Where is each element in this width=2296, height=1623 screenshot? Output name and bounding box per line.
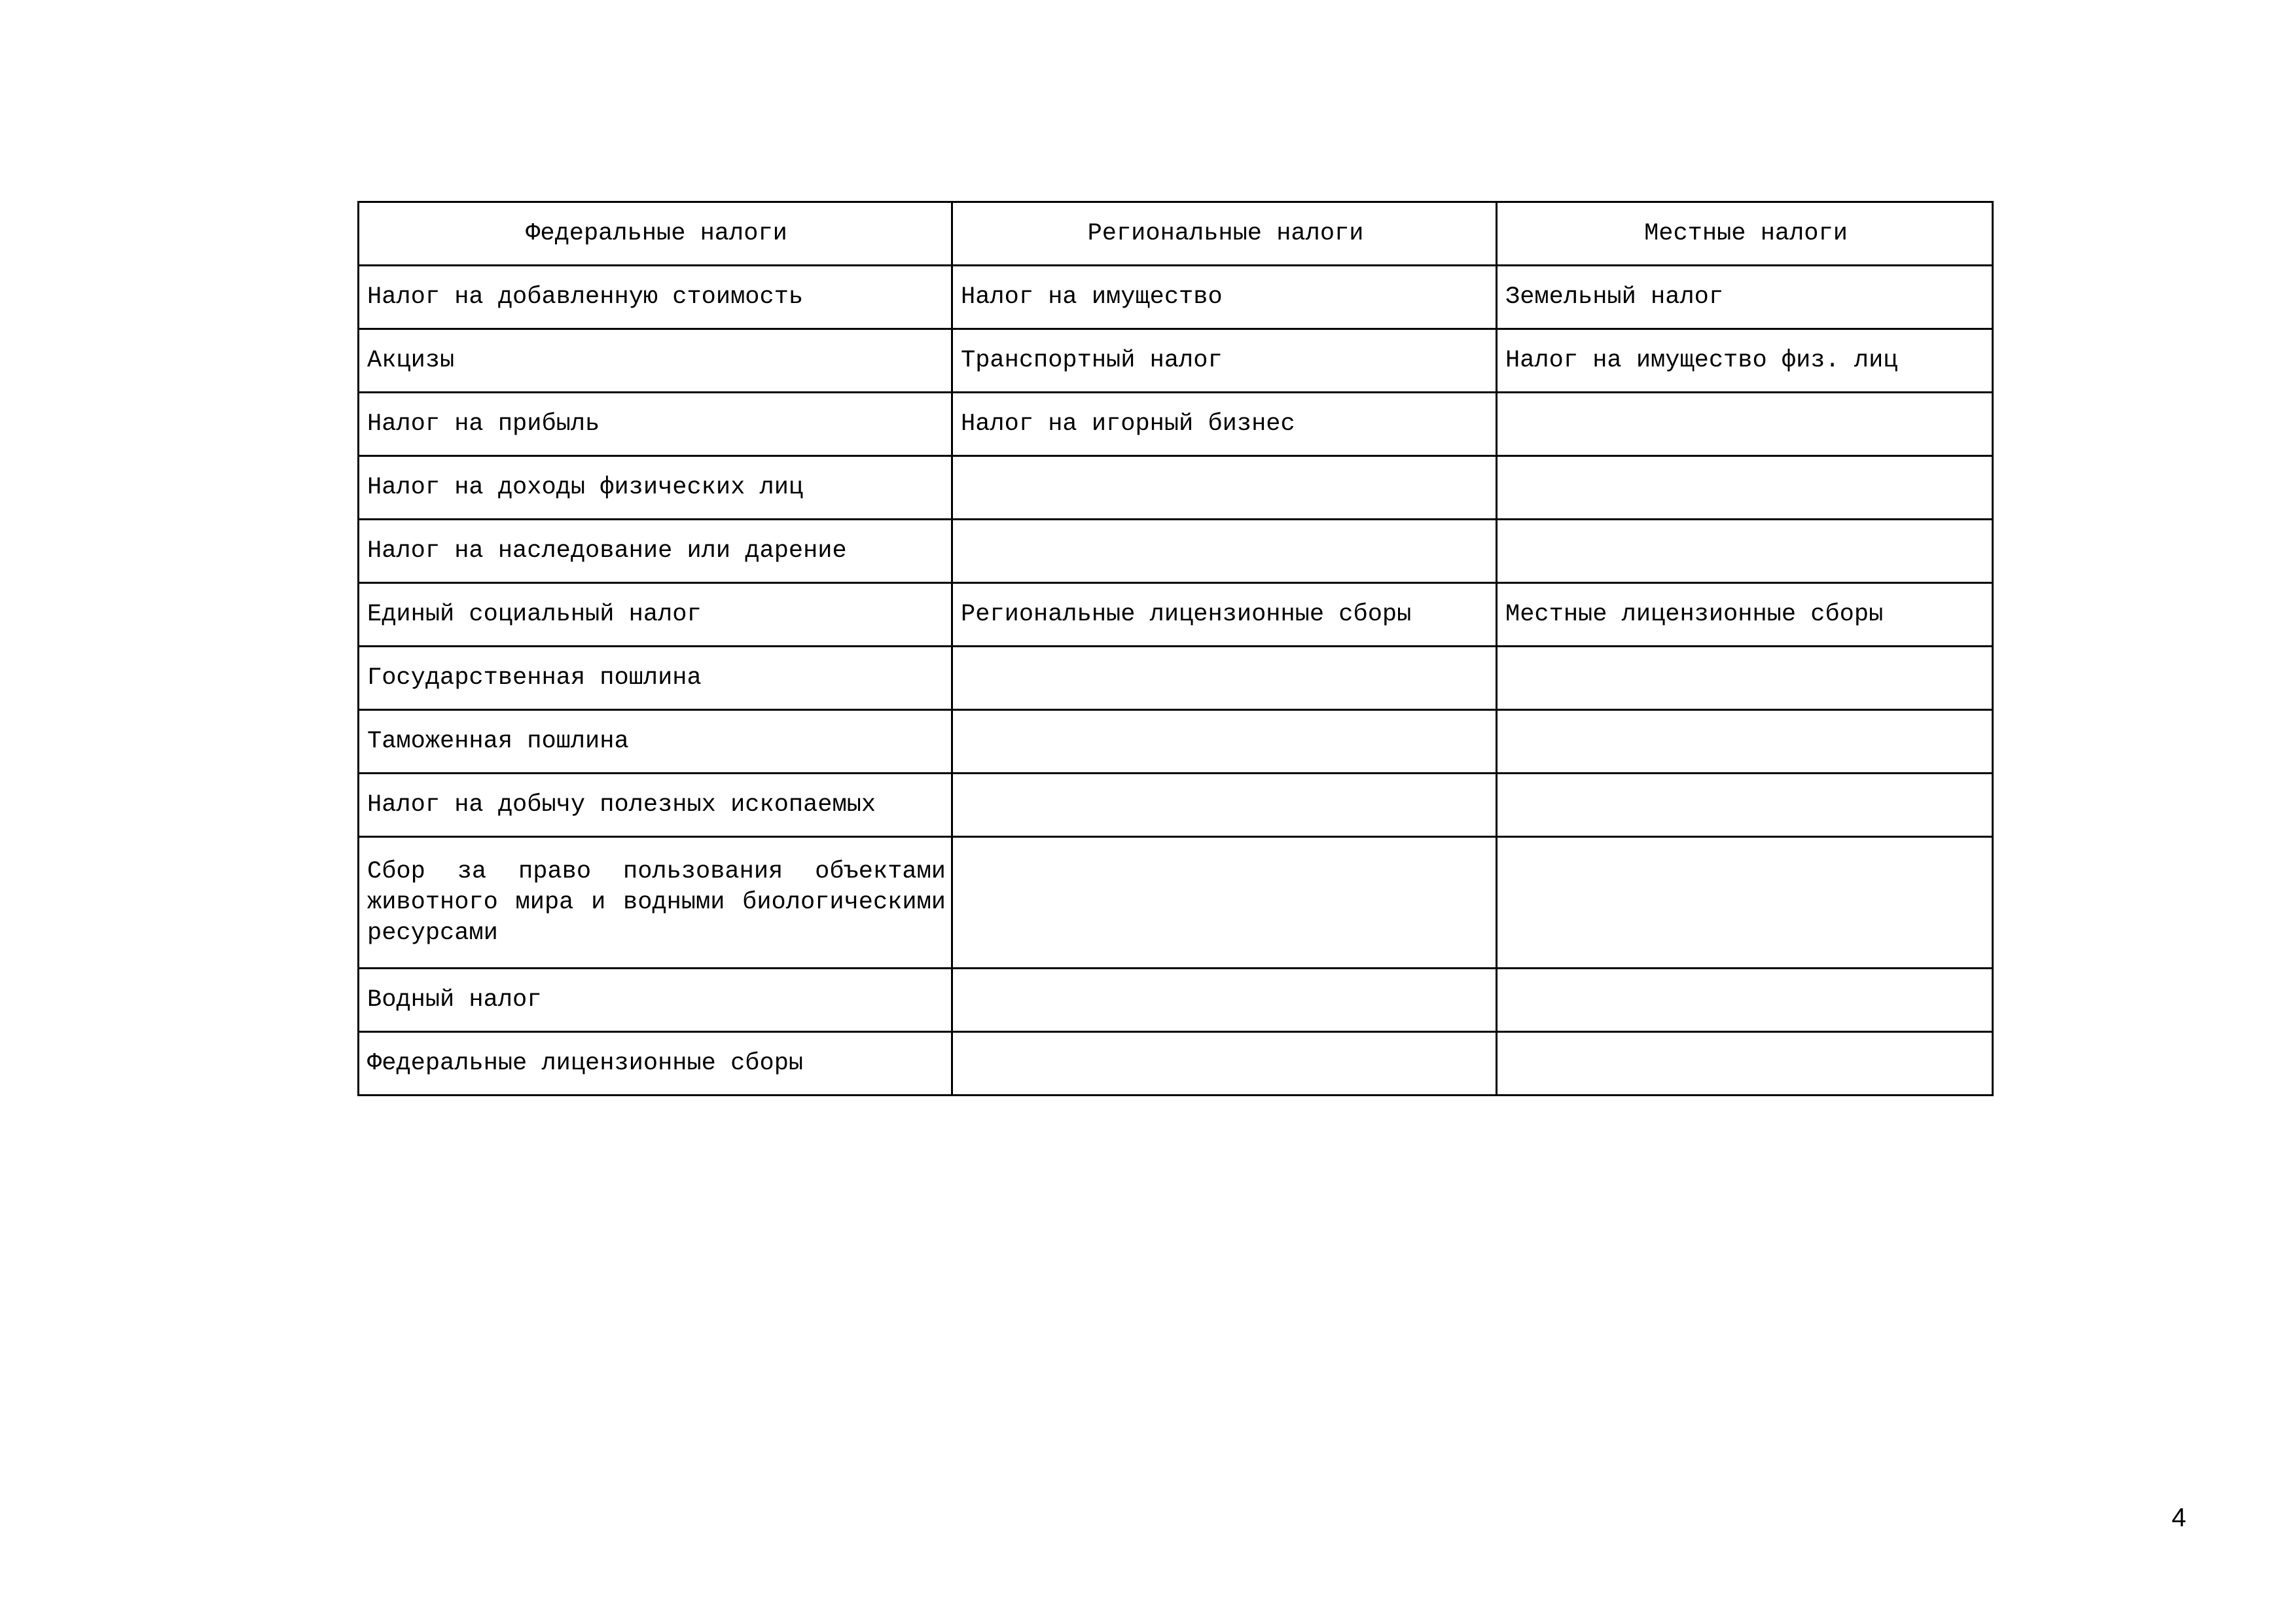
cell-local: Земельный налог	[1497, 266, 1993, 329]
cell-federal: Таможенная пошлина	[359, 710, 952, 774]
table-row	[359, 647, 1993, 710]
cell-regional	[952, 1032, 1497, 1096]
cell-regional	[952, 710, 1497, 774]
cell-federal: Водный налог	[359, 969, 952, 1032]
header-federal-taxes: Федеральные налоги	[359, 202, 952, 266]
cell-federal: Единый социальный налог	[359, 583, 952, 647]
cell-local	[1497, 520, 1993, 583]
cell-federal: Налог на прибыль	[359, 393, 952, 456]
table-row	[359, 329, 1993, 393]
cell-local	[1497, 969, 1993, 1032]
cell-federal: Государственная пошлина	[359, 647, 952, 710]
header-regional-taxes: Региональные налоги	[952, 202, 1497, 266]
table-row	[359, 393, 1993, 456]
cell-regional: Налог на игорный бизнес	[952, 393, 1497, 456]
table-row	[359, 837, 1993, 969]
table-row	[359, 520, 1993, 583]
cell-local: Местные лицензионные сборы	[1497, 583, 1993, 647]
cell-local	[1497, 393, 1993, 456]
cell-regional	[952, 647, 1497, 710]
cell-federal: Налог на добычу полезных ископаемых	[359, 774, 952, 837]
cell-regional	[952, 520, 1497, 583]
cell-federal: Налог на добавленную стоимость	[359, 266, 952, 329]
cell-federal: Налог на доходы физических лиц	[359, 456, 952, 520]
cell-local: Налог на имущество физ. лиц	[1497, 329, 1993, 393]
table-row	[359, 583, 1993, 647]
cell-local	[1497, 710, 1993, 774]
cell-local	[1497, 837, 1993, 969]
cell-local	[1497, 456, 1993, 520]
table-row	[359, 969, 1993, 1032]
cell-federal: Федеральные лицензионные сборы	[359, 1032, 952, 1096]
table-row	[359, 710, 1993, 774]
cell-local	[1497, 647, 1993, 710]
cell-regional	[952, 456, 1497, 520]
table-row	[359, 1032, 1993, 1096]
page-number: 4	[2172, 1503, 2187, 1532]
header-local-taxes: Местные налоги	[1497, 202, 1993, 266]
table-row	[359, 774, 1993, 837]
cell-regional	[952, 837, 1497, 969]
cell-regional	[952, 774, 1497, 837]
cell-federal: Сбор за право пользования объектами животного мира и водными биологическими ресурсами	[359, 837, 952, 969]
table-row	[359, 266, 1993, 329]
cell-regional: Региональные лицензионные сборы	[952, 583, 1497, 647]
table-header-row	[359, 202, 1993, 266]
tax-table	[357, 201, 1994, 1096]
cell-federal: Акцизы	[359, 329, 952, 393]
cell-local	[1497, 774, 1993, 837]
cell-local	[1497, 1032, 1993, 1096]
cell-regional: Налог на имущество	[952, 266, 1497, 329]
cell-regional: Транспортный налог	[952, 329, 1497, 393]
table-row	[359, 456, 1993, 520]
cell-regional	[952, 969, 1497, 1032]
cell-federal: Налог на наследование или дарение	[359, 520, 952, 583]
